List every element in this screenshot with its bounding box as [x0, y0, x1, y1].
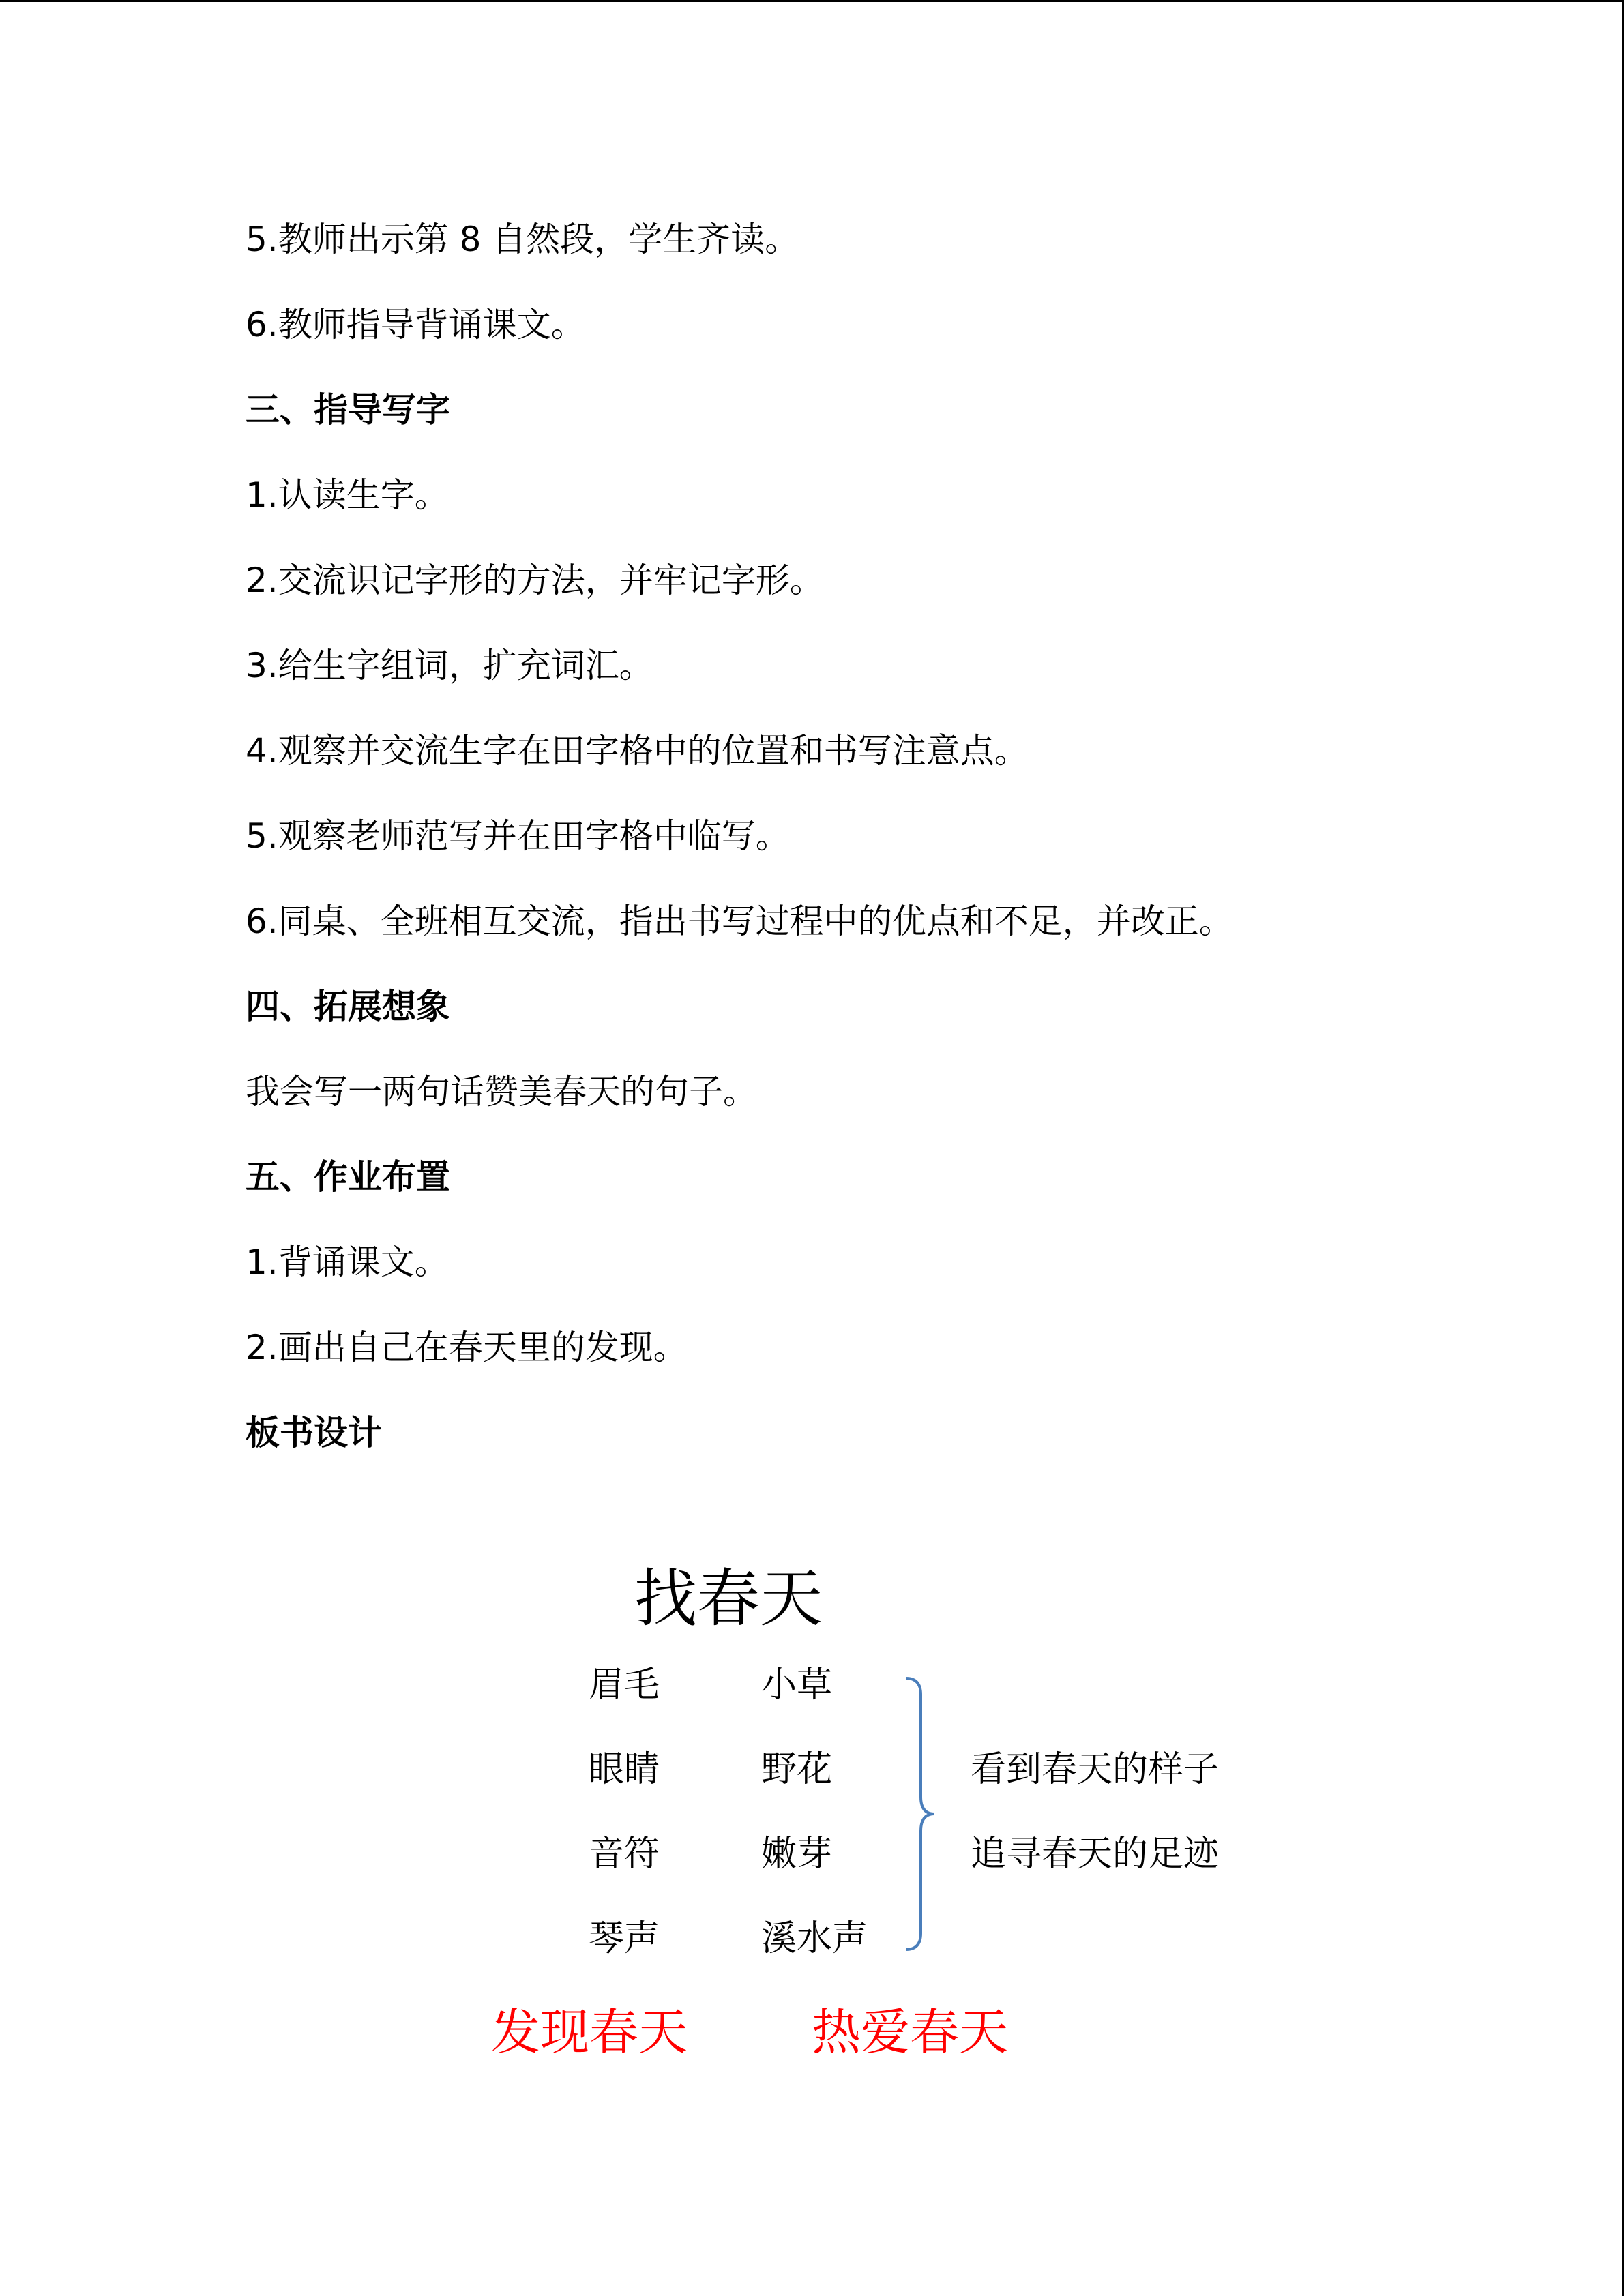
step-line: 我会写一两句话赞美春天的句子。	[246, 1072, 757, 1112]
board-theme: 发现春天	[491, 2003, 688, 2061]
step-line: 1.背诵课文。	[246, 1242, 449, 1282]
step-line: 2.交流识记字形的方法，并牢记字形。	[246, 561, 824, 600]
board-word: 琴声	[589, 1918, 660, 1959]
step-line: 4.观察并交流生字在田字格中的位置和书写注意点。	[246, 731, 1029, 771]
step-line: 2.画出自己在春天里的发现。	[246, 1328, 688, 1367]
step-line: 5.观察老师范写并在田字格中临写。	[246, 816, 790, 856]
step-line: 6.同桌、全班相互交流，指出书写过程中的优点和不足，并改正。	[246, 901, 1233, 941]
board-word: 溪水声	[761, 1918, 868, 1959]
section-heading: 四、拓展想象	[246, 987, 450, 1026]
board-word: 嫩芽	[761, 1834, 833, 1875]
section-heading: 三、指导写字	[246, 390, 450, 430]
right-brace	[900, 1674, 941, 1954]
board-word: 野花	[761, 1749, 833, 1790]
board-word: 眉毛	[589, 1665, 660, 1705]
board-word: 眼睛	[589, 1749, 660, 1790]
step-line: 1.认读生字。	[246, 475, 449, 515]
step-line: 5.教师出示第 8 自然段，学生齐读。	[246, 220, 799, 259]
section-heading: 板书设计	[246, 1413, 382, 1452]
board-theme: 热爱春天	[812, 2003, 1009, 2061]
board-summary: 看到春天的样子	[971, 1749, 1220, 1790]
board-summary: 追寻春天的足迹	[971, 1834, 1220, 1875]
section-heading: 五、作业布置	[246, 1157, 450, 1197]
board-word: 音符	[589, 1834, 660, 1875]
step-line: 6.教师指导背诵课文。	[246, 305, 585, 344]
step-line: 3.给生字组词，扩充词汇。	[246, 646, 653, 685]
page-top-border	[0, 0, 1624, 2]
board-word: 小草	[761, 1665, 833, 1705]
board-title: 找春天	[634, 1562, 823, 1635]
